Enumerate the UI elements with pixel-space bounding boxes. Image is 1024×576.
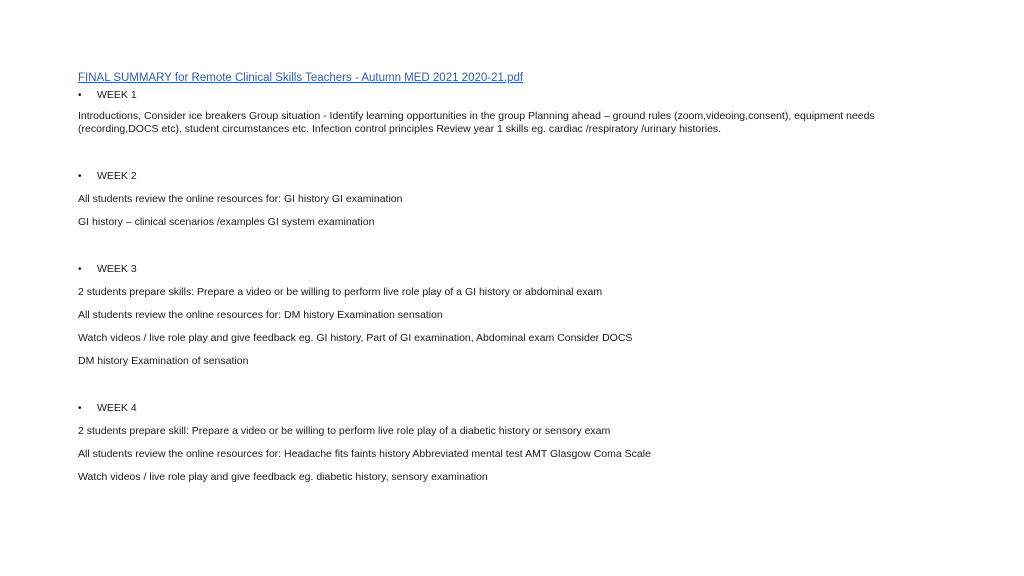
week-3-label: WEEK 3: [97, 262, 137, 275]
week-2-label: WEEK 2: [97, 169, 137, 182]
week-1-heading: [78, 88, 938, 102]
bullet-icon: •: [78, 263, 82, 275]
week-2-line-2: GI history – clinical scenarios /examples GI system examination: [78, 216, 375, 228]
week-1-text: Introductions, Consider ice breakers Group situation - Identify learning opportunities in the group Planning ahead – ground rules (zoom,videoing,consent), equipment needs (recording,DOCS etc), student circumstances etc. Infection control principles Review year 1 skills eg. cardiac /respiratory /urinary histories.: [78, 110, 875, 135]
week-4-heading: [78, 401, 938, 415]
week-1-label: WEEK 1: [97, 88, 137, 101]
week-4-line-1: 2 students prepare skill: Prepare a video or be willing to perform live role play of a diabetic history or sensory exam: [78, 425, 611, 437]
week-3-line-4: DM history Examination of sensation: [78, 355, 249, 367]
bullet-icon: •: [78, 402, 82, 414]
document-body: [78, 71, 938, 484]
week-3-line-2: All students review the online resources for: DM history Examination sensation: [78, 309, 443, 321]
bullet-icon: •: [78, 89, 82, 101]
week-4-line-2: All students review the online resources for: Headache fits faints history Abbreviated mental test AMT Glasgow Coma Scale: [78, 448, 651, 460]
week-2-line-1: All students review the online resources for: GI history GI examination: [78, 193, 403, 205]
week-4-line-3: Watch videos / live role play and give feedback eg. diabetic history, sensory examination: [78, 471, 488, 483]
week-3-line-3: Watch videos / live role play and give feedback eg. GI history, Part of GI examination, Abdominal exam Consider DOCS: [78, 332, 633, 344]
week-4-label: WEEK 4: [97, 401, 137, 414]
pdf-title-link[interactable]: FINAL SUMMARY for Remote Clinical Skills Teachers - Autumn MED 2021 2020-21.pdf: [78, 72, 524, 84]
week-3-heading: [78, 262, 938, 276]
bullet-icon: •: [78, 170, 82, 182]
week-3-line-1: 2 students prepare skills: Prepare a video or be willing to perform live role play of a GI history or abdominal exam: [78, 286, 603, 298]
week-2-heading: [78, 169, 938, 183]
